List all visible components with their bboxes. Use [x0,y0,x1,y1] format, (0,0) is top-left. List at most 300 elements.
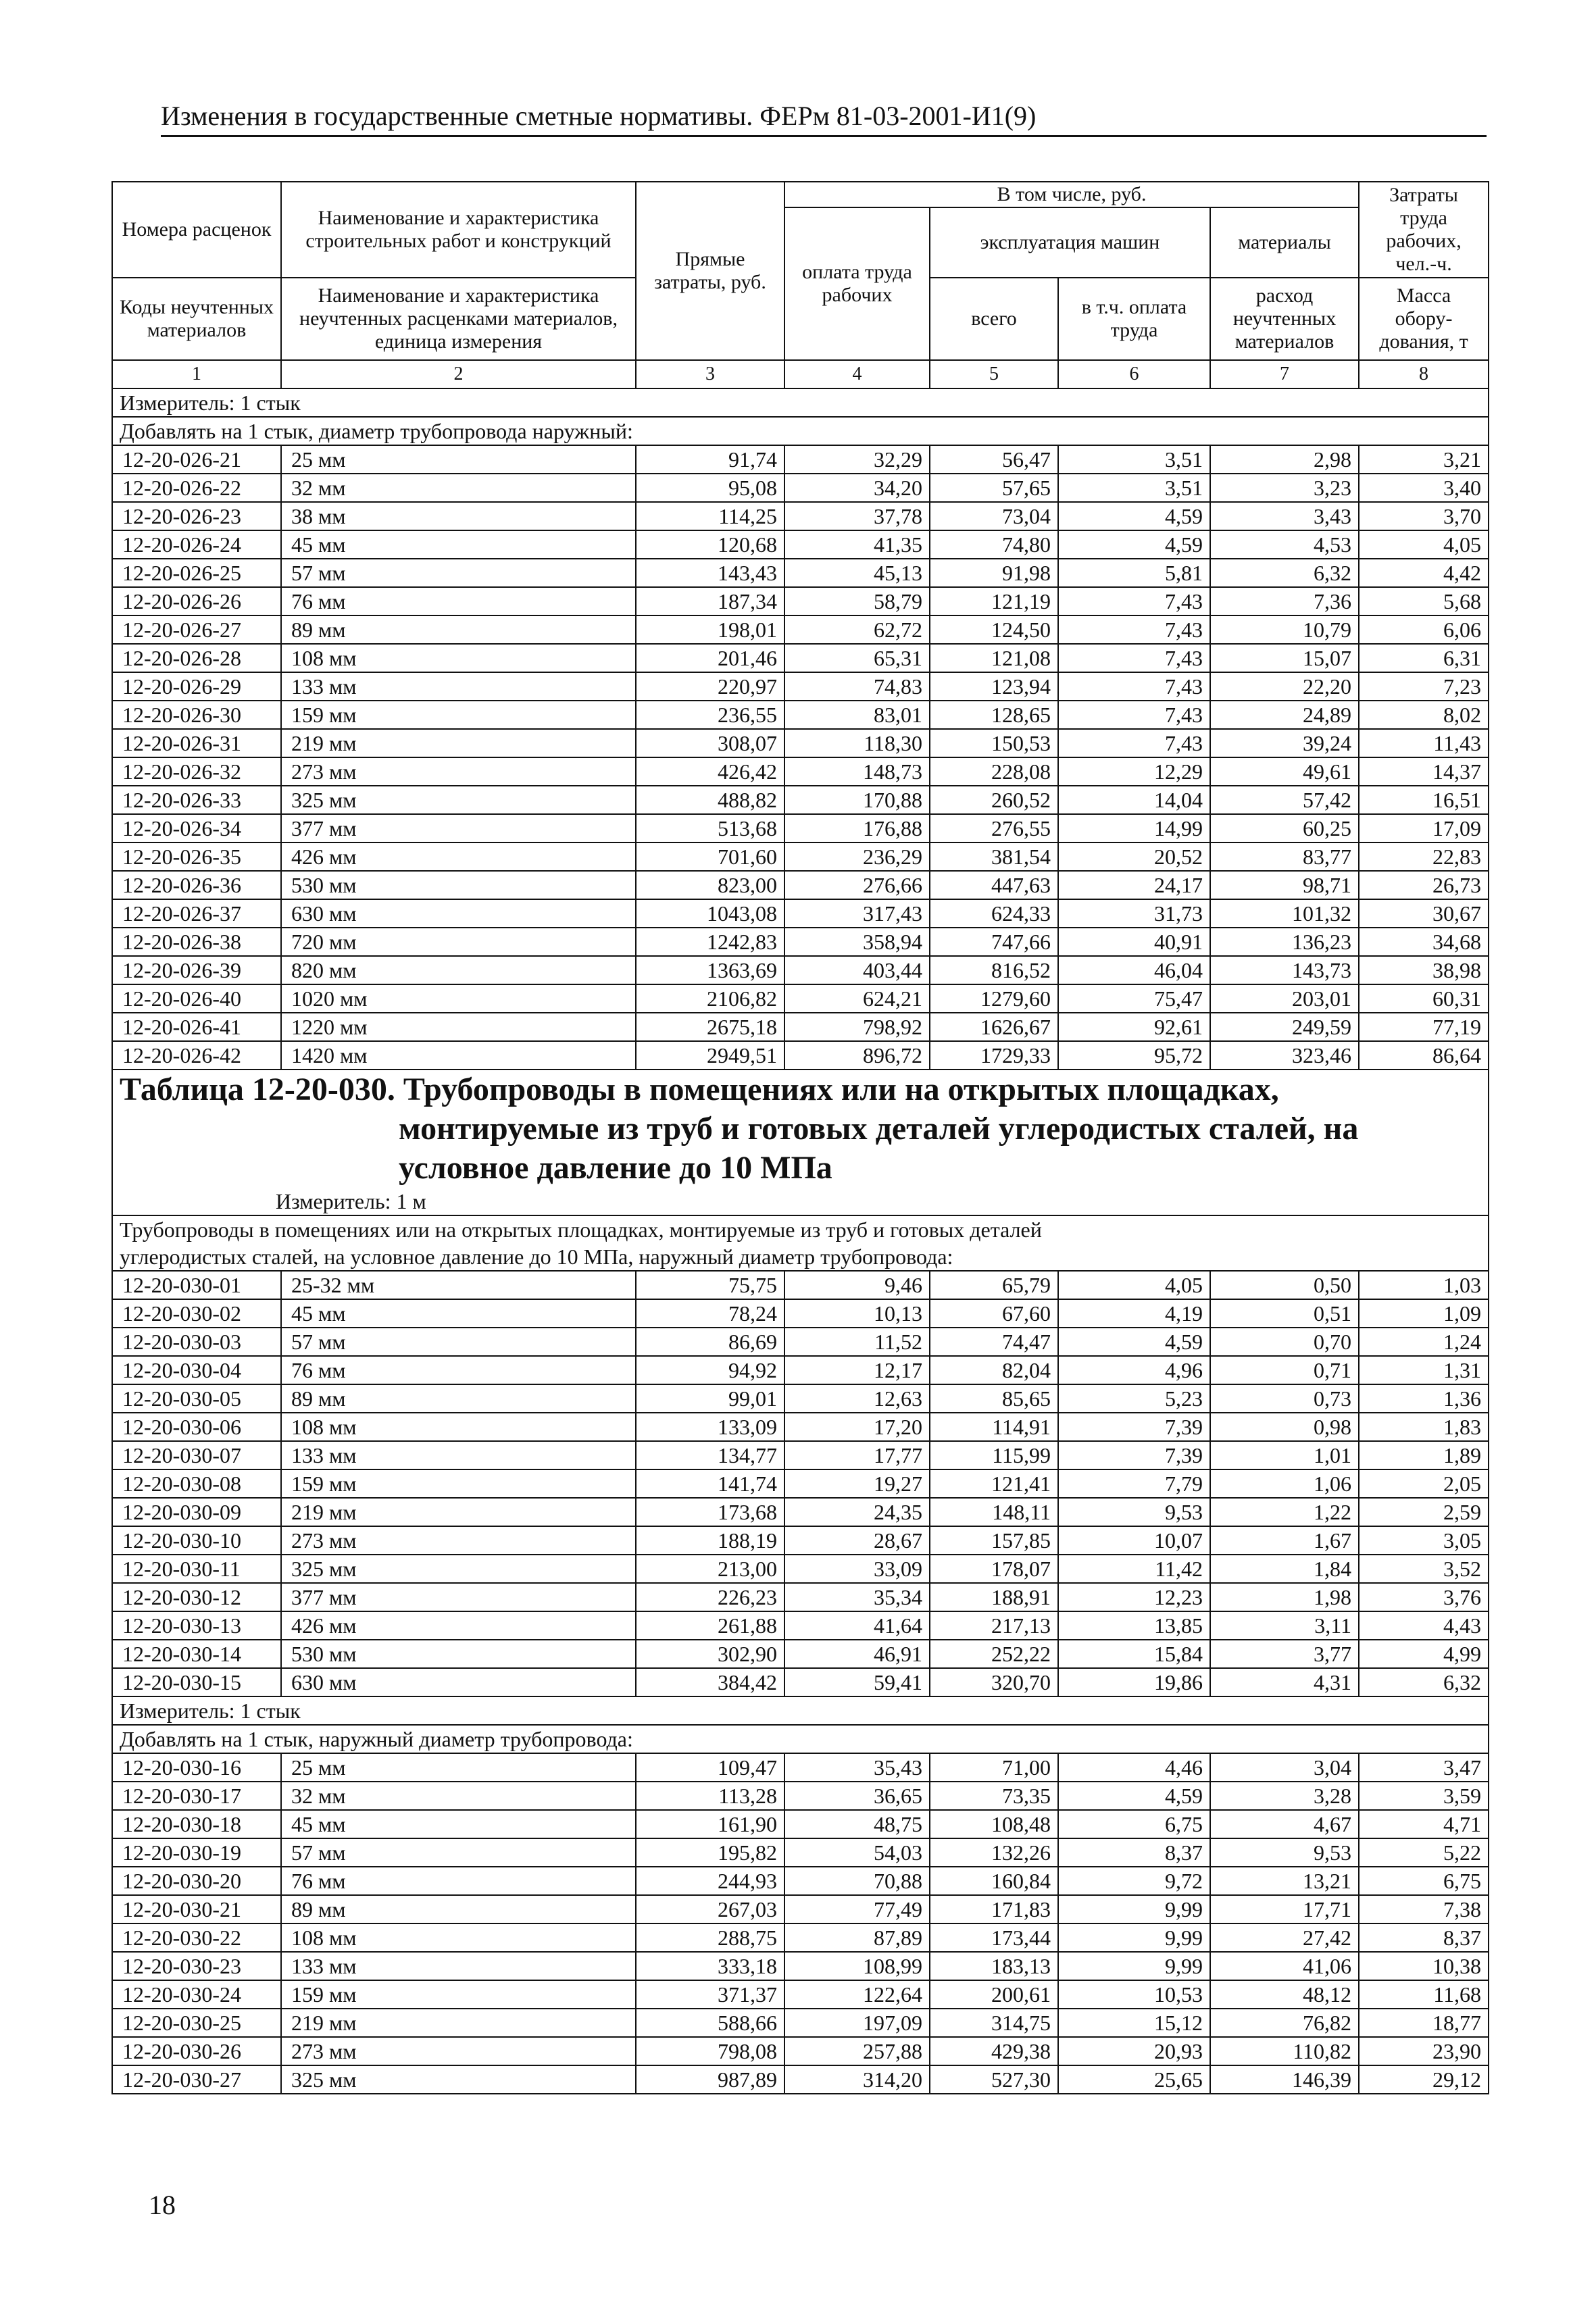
table-row [112,1555,1489,1583]
cell-labor-hours: 1,03 [1359,1271,1489,1299]
cell-worker-pay: 87,89 [784,1923,930,1952]
cell-rate-code: 12-20-026-26 [112,587,281,615]
cell-machines-labor: 7,43 [1058,587,1210,615]
col-header-machines: эксплуатация машин [930,207,1210,278]
cell-rate-code: 12-20-026-22 [112,474,281,502]
cell-rate-code: 12-20-030-13 [112,1611,281,1640]
table-row [112,1838,1489,1867]
cell-materials: 3,77 [1210,1640,1359,1668]
cell-machines-labor: 3,51 [1058,474,1210,502]
table-row [112,2009,1489,2037]
cell-materials: 1,06 [1210,1469,1359,1498]
cell-labor-hours: 1,31 [1359,1356,1489,1384]
table-row [112,615,1489,644]
cell-direct-costs: 133,09 [636,1413,784,1441]
table-row [112,1810,1489,1838]
table-row [112,1640,1489,1668]
cell-direct-costs: 2949,51 [636,1041,784,1070]
cell-item-name: 25 мм [281,445,636,474]
cell-direct-costs: 701,60 [636,842,784,871]
table-row [112,1299,1489,1328]
cell-direct-costs: 308,07 [636,729,784,757]
cell-worker-pay: 41,64 [784,1611,930,1640]
cell-labor-hours: 4,99 [1359,1640,1489,1668]
cell-worker-pay: 148,73 [784,757,930,786]
cell-machines-labor: 4,59 [1058,1782,1210,1810]
cell-labor-hours: 1,83 [1359,1413,1489,1441]
table-row [112,786,1489,814]
cell-machines-total: 74,47 [930,1328,1058,1356]
cell-item-name: 530 мм [281,1640,636,1668]
cell-worker-pay: 36,65 [784,1782,930,1810]
cell-labor-hours: 6,06 [1359,615,1489,644]
cell-machines-labor: 4,46 [1058,1753,1210,1782]
cell-machines-total: 252,22 [930,1640,1058,1668]
cell-direct-costs: 302,90 [636,1640,784,1668]
cell-worker-pay: 118,30 [784,729,930,757]
cell-labor-hours: 16,51 [1359,786,1489,814]
cell-worker-pay: 83,01 [784,701,930,729]
cell-machines-labor: 14,99 [1058,814,1210,842]
col-header-rate-numbers: Номера расценок [112,182,281,278]
cell-labor-hours: 10,38 [1359,1952,1489,1980]
cell-worker-pay: 358,94 [784,928,930,956]
cell-worker-pay: 317,43 [784,899,930,928]
cell-machines-labor: 20,93 [1058,2037,1210,2065]
cell-rate-code: 12-20-026-37 [112,899,281,928]
cell-direct-costs: 588,66 [636,2009,784,2037]
cell-item-name: 720 мм [281,928,636,956]
cell-materials: 41,06 [1210,1952,1359,1980]
cell-labor-hours: 4,43 [1359,1611,1489,1640]
cell-materials: 1,22 [1210,1498,1359,1526]
cell-machines-labor: 7,39 [1058,1413,1210,1441]
cell-labor-hours: 11,43 [1359,729,1489,757]
cell-item-name: 273 мм [281,757,636,786]
cell-worker-pay: 77,49 [784,1895,930,1923]
cell-rate-code: 12-20-030-16 [112,1753,281,1782]
cell-rate-code: 12-20-026-29 [112,672,281,701]
cell-item-name: 630 мм [281,899,636,928]
cell-labor-hours: 86,64 [1359,1041,1489,1070]
cell-item-name: 1220 мм [281,1013,636,1041]
cell-worker-pay: 11,52 [784,1328,930,1356]
cell-item-name: 108 мм [281,1923,636,1952]
cell-materials: 27,42 [1210,1923,1359,1952]
cell-machines-total: 67,60 [930,1299,1058,1328]
cell-materials: 146,39 [1210,2065,1359,2094]
cell-labor-hours: 17,09 [1359,814,1489,842]
cell-machines-total: 148,11 [930,1498,1058,1526]
cell-item-name: 108 мм [281,644,636,672]
cell-direct-costs: 120,68 [636,530,784,559]
cell-item-name: 377 мм [281,814,636,842]
cell-materials: 9,53 [1210,1838,1359,1867]
cell-machines-labor: 7,39 [1058,1441,1210,1469]
table-row [112,842,1489,871]
cell-item-name: 159 мм [281,1980,636,2009]
cell-rate-code: 12-20-026-21 [112,445,281,474]
cell-item-name: 108 мм [281,1413,636,1441]
cell-machines-total: 276,55 [930,814,1058,842]
cell-machines-labor: 9,53 [1058,1498,1210,1526]
cell-item-name: 159 мм [281,1469,636,1498]
cell-item-name: 820 мм [281,956,636,984]
cell-materials: 17,71 [1210,1895,1359,1923]
cell-machines-total: 121,08 [930,644,1058,672]
cell-machines-total: 527,30 [930,2065,1058,2094]
cell-item-name: 25 мм [281,1753,636,1782]
cell-rate-code: 12-20-026-28 [112,644,281,672]
cell-labor-hours: 3,70 [1359,502,1489,530]
cell-machines-labor: 4,59 [1058,1328,1210,1356]
cell-materials: 22,20 [1210,672,1359,701]
cell-machines-labor: 12,29 [1058,757,1210,786]
table-row [112,672,1489,701]
table-row [112,1583,1489,1611]
table-row [112,530,1489,559]
cell-materials: 15,07 [1210,644,1359,672]
cell-labor-hours: 3,47 [1359,1753,1489,1782]
table-row [112,587,1489,615]
cell-labor-hours: 4,05 [1359,530,1489,559]
cell-machines-labor: 24,17 [1058,871,1210,899]
cell-direct-costs: 213,00 [636,1555,784,1583]
cell-direct-costs: 1363,69 [636,956,784,984]
cell-item-name: 219 мм [281,729,636,757]
col-header-machines-labor: в т.ч. оплата труда [1058,278,1210,360]
table-row [112,871,1489,899]
cell-item-name: 89 мм [281,615,636,644]
cell-worker-pay: 170,88 [784,786,930,814]
cell-worker-pay: 48,75 [784,1810,930,1838]
table-row [112,1413,1489,1441]
cell-machines-total: 56,47 [930,445,1058,474]
cell-rate-code: 12-20-030-04 [112,1356,281,1384]
cell-machines-labor: 9,72 [1058,1867,1210,1895]
section-subtitle: Добавлять на 1 стык, диаметр трубопровода наружный: [112,417,1489,445]
cell-materials: 3,23 [1210,474,1359,502]
table-row [112,474,1489,502]
cell-machines-total: 65,79 [930,1271,1058,1299]
table-row [112,928,1489,956]
cell-direct-costs: 187,34 [636,587,784,615]
cell-rate-code: 12-20-030-22 [112,1923,281,1952]
cell-machines-labor: 10,53 [1058,1980,1210,2009]
cell-labor-hours: 5,68 [1359,587,1489,615]
cell-item-name: 377 мм [281,1583,636,1611]
cell-worker-pay: 108,99 [784,1952,930,1980]
cell-machines-total: 82,04 [930,1356,1058,1384]
cell-materials: 0,51 [1210,1299,1359,1328]
cell-worker-pay: 19,27 [784,1469,930,1498]
cell-worker-pay: 70,88 [784,1867,930,1895]
cell-direct-costs: 823,00 [636,871,784,899]
cell-materials: 3,04 [1210,1753,1359,1782]
cell-machines-labor: 15,84 [1058,1640,1210,1668]
cell-rate-code: 12-20-030-10 [112,1526,281,1555]
cell-worker-pay: 403,44 [784,956,930,984]
cell-direct-costs: 109,47 [636,1753,784,1782]
cell-item-name: 76 мм [281,1356,636,1384]
cell-direct-costs: 198,01 [636,615,784,644]
cell-rate-code: 12-20-026-38 [112,928,281,956]
cell-materials: 323,46 [1210,1041,1359,1070]
table-row [112,1753,1489,1782]
table-row [112,502,1489,530]
cell-item-name: 45 мм [281,1299,636,1328]
table-row [112,729,1489,757]
cell-machines-total: 747,66 [930,928,1058,956]
col-header-material-names: Наименование и характеристика неучтенных расценками материалов, единица измерения [281,278,636,360]
cell-labor-hours: 1,24 [1359,1328,1489,1356]
cell-item-name: 133 мм [281,1441,636,1469]
section-subtitle: Трубопроводы в помещениях или на открытых площадках, монтируемые из труб и готовых деталей углеродистых сталей, на условное давление до 10 МПа, наружный диаметр трубопровода: [112,1215,1489,1271]
cell-labor-hours: 29,12 [1359,2065,1489,2094]
col-number: 5 [930,360,1058,388]
cell-materials: 49,61 [1210,757,1359,786]
cell-machines-total: 624,33 [930,899,1058,928]
cell-item-name: 89 мм [281,1384,636,1413]
table-row [112,1980,1489,2009]
cell-item-name: 133 мм [281,1952,636,1980]
cell-labor-hours: 3,05 [1359,1526,1489,1555]
cell-labor-hours: 8,37 [1359,1923,1489,1952]
cell-materials: 13,21 [1210,1867,1359,1895]
cell-machines-total: 115,99 [930,1441,1058,1469]
cell-item-name: 426 мм [281,1611,636,1640]
cell-worker-pay: 276,66 [784,871,930,899]
cell-machines-total: 108,48 [930,1810,1058,1838]
cell-machines-labor: 10,07 [1058,1526,1210,1555]
cell-materials: 3,11 [1210,1611,1359,1640]
cell-direct-costs: 94,92 [636,1356,784,1384]
table-row [112,1952,1489,1980]
cell-materials: 0,70 [1210,1328,1359,1356]
cell-machines-labor: 9,99 [1058,1923,1210,1952]
table-row [112,814,1489,842]
cell-materials: 203,01 [1210,984,1359,1013]
table-row [112,445,1489,474]
col-header-equipment-mass: Масса обору-дования, т [1359,278,1489,360]
col-number: 7 [1210,360,1359,388]
table-row [112,1328,1489,1356]
cell-item-name: 159 мм [281,701,636,729]
cell-machines-total: 183,13 [930,1952,1058,1980]
cell-rate-code: 12-20-030-24 [112,1980,281,2009]
cell-machines-total: 124,50 [930,615,1058,644]
cell-item-name: 38 мм [281,502,636,530]
cell-direct-costs: 267,03 [636,1895,784,1923]
cell-labor-hours: 23,90 [1359,2037,1489,2065]
cell-item-name: 1420 мм [281,1041,636,1070]
cell-labor-hours: 2,59 [1359,1498,1489,1526]
cell-direct-costs: 1043,08 [636,899,784,928]
cell-machines-labor: 95,72 [1058,1041,1210,1070]
cell-worker-pay: 236,29 [784,842,930,871]
cell-rate-code: 12-20-026-24 [112,530,281,559]
col-header-worker-pay: оплата труда рабочих [784,207,930,360]
cell-direct-costs: 798,08 [636,2037,784,2065]
cell-materials: 6,32 [1210,559,1359,587]
cell-labor-hours: 22,83 [1359,842,1489,871]
cell-machines-total: 447,63 [930,871,1058,899]
cell-item-name: 45 мм [281,530,636,559]
cell-rate-code: 12-20-026-30 [112,701,281,729]
cell-item-name: 89 мм [281,1895,636,1923]
cell-item-name: 32 мм [281,474,636,502]
cell-materials: 48,12 [1210,1980,1359,2009]
cell-rate-code: 12-20-030-19 [112,1838,281,1867]
cell-labor-hours: 30,67 [1359,899,1489,928]
cell-materials: 7,36 [1210,587,1359,615]
cell-machines-labor: 7,43 [1058,615,1210,644]
cell-worker-pay: 46,91 [784,1640,930,1668]
section-meter: Измеритель: 1 стык [112,388,1489,417]
cell-worker-pay: 17,20 [784,1413,930,1441]
cell-materials: 10,79 [1210,615,1359,644]
cell-direct-costs: 244,93 [636,1867,784,1895]
cell-worker-pay: 798,92 [784,1013,930,1041]
cell-item-name: 57 мм [281,1328,636,1356]
cell-materials: 101,32 [1210,899,1359,928]
cell-item-name: 1020 мм [281,984,636,1013]
cell-rate-code: 12-20-030-25 [112,2009,281,2037]
cell-direct-costs: 426,42 [636,757,784,786]
cell-machines-total: 178,07 [930,1555,1058,1583]
col-number: 3 [636,360,784,388]
table-row [112,1668,1489,1696]
cell-machines-labor: 7,43 [1058,729,1210,757]
cell-rate-code: 12-20-030-03 [112,1328,281,1356]
col-header-group-incl: В том числе, руб. [784,182,1359,207]
cell-item-name: 630 мм [281,1668,636,1696]
cell-machines-labor: 9,99 [1058,1895,1210,1923]
cell-labor-hours: 34,68 [1359,928,1489,956]
cell-materials: 39,24 [1210,729,1359,757]
cell-rate-code: 12-20-030-11 [112,1555,281,1583]
cell-rate-code: 12-20-030-06 [112,1413,281,1441]
table-row [112,1271,1489,1299]
cell-worker-pay: 54,03 [784,1838,930,1867]
cell-machines-labor: 9,99 [1058,1952,1210,1980]
cell-direct-costs: 201,46 [636,644,784,672]
cell-machines-labor: 19,86 [1058,1668,1210,1696]
cell-materials: 76,82 [1210,2009,1359,2037]
cell-direct-costs: 288,75 [636,1923,784,1952]
cell-worker-pay: 12,17 [784,1356,930,1384]
cell-materials: 1,98 [1210,1583,1359,1611]
cell-worker-pay: 35,34 [784,1583,930,1611]
cell-worker-pay: 74,83 [784,672,930,701]
cell-rate-code: 12-20-026-31 [112,729,281,757]
cell-machines-total: 1626,67 [930,1013,1058,1041]
col-number: 2 [281,360,636,388]
table-row [112,2037,1489,2065]
cell-machines-labor: 6,75 [1058,1810,1210,1838]
cell-item-name: 325 мм [281,2065,636,2094]
cell-machines-total: 160,84 [930,1867,1058,1895]
cell-direct-costs: 188,19 [636,1526,784,1555]
cell-rate-code: 12-20-030-21 [112,1895,281,1923]
table-row [112,757,1489,786]
cell-machines-labor: 4,96 [1058,1356,1210,1384]
cell-labor-hours: 1,09 [1359,1299,1489,1328]
section-subtitle: Добавлять на 1 стык, наружный диаметр трубопровода: [112,1725,1489,1753]
cell-machines-labor: 12,23 [1058,1583,1210,1611]
cell-machines-labor: 31,73 [1058,899,1210,928]
table-row [112,1441,1489,1469]
cell-machines-total: 132,26 [930,1838,1058,1867]
cell-worker-pay: 41,35 [784,530,930,559]
cell-rate-code: 12-20-026-27 [112,615,281,644]
cell-rate-code: 12-20-026-42 [112,1041,281,1070]
cell-rate-code: 12-20-026-39 [112,956,281,984]
cell-machines-total: 173,44 [930,1923,1058,1952]
table-row [112,984,1489,1013]
cell-direct-costs: 143,43 [636,559,784,587]
cell-labor-hours: 6,31 [1359,644,1489,672]
col-header-materials: материалы [1210,207,1359,278]
cell-direct-costs: 99,01 [636,1384,784,1413]
cell-item-name: 273 мм [281,2037,636,2065]
cell-direct-costs: 226,23 [636,1583,784,1611]
cell-worker-pay: 33,09 [784,1555,930,1583]
cell-labor-hours: 4,71 [1359,1810,1489,1838]
cell-direct-costs: 134,77 [636,1441,784,1469]
cell-machines-labor: 11,42 [1058,1555,1210,1583]
cell-machines-total: 74,80 [930,530,1058,559]
cell-rate-code: 12-20-030-17 [112,1782,281,1810]
cell-direct-costs: 141,74 [636,1469,784,1498]
cell-item-name: 133 мм [281,672,636,701]
cell-materials: 57,42 [1210,786,1359,814]
cell-rate-code: 12-20-026-23 [112,502,281,530]
cell-materials: 249,59 [1210,1013,1359,1041]
cell-machines-total: 171,83 [930,1895,1058,1923]
cell-direct-costs: 1242,83 [636,928,784,956]
cell-direct-costs: 2106,82 [636,984,784,1013]
cell-worker-pay: 257,88 [784,2037,930,2065]
cell-machines-total: 320,70 [930,1668,1058,1696]
cell-direct-costs: 384,42 [636,1668,784,1696]
table-row [112,1782,1489,1810]
cell-worker-pay: 314,20 [784,2065,930,2094]
cell-machines-labor: 13,85 [1058,1611,1210,1640]
cell-machines-labor: 7,43 [1058,701,1210,729]
cell-direct-costs: 236,55 [636,701,784,729]
cell-machines-labor: 25,65 [1058,2065,1210,2094]
cell-direct-costs: 114,25 [636,502,784,530]
cell-materials: 110,82 [1210,2037,1359,2065]
cell-labor-hours: 3,21 [1359,445,1489,474]
cell-worker-pay: 45,13 [784,559,930,587]
cell-worker-pay: 28,67 [784,1526,930,1555]
section-meter: Измеритель: 1 м [276,1189,426,1213]
cell-direct-costs: 371,37 [636,1980,784,2009]
col-number: 4 [784,360,930,388]
cell-rate-code: 12-20-026-40 [112,984,281,1013]
cell-machines-total: 128,65 [930,701,1058,729]
cell-materials: 3,43 [1210,502,1359,530]
cell-direct-costs: 113,28 [636,1782,784,1810]
cell-machines-total: 121,19 [930,587,1058,615]
cell-materials: 83,77 [1210,842,1359,871]
cell-materials: 4,31 [1210,1668,1359,1696]
table-row [112,1923,1489,1952]
cell-machines-total: 188,91 [930,1583,1058,1611]
cell-labor-hours: 77,19 [1359,1013,1489,1041]
